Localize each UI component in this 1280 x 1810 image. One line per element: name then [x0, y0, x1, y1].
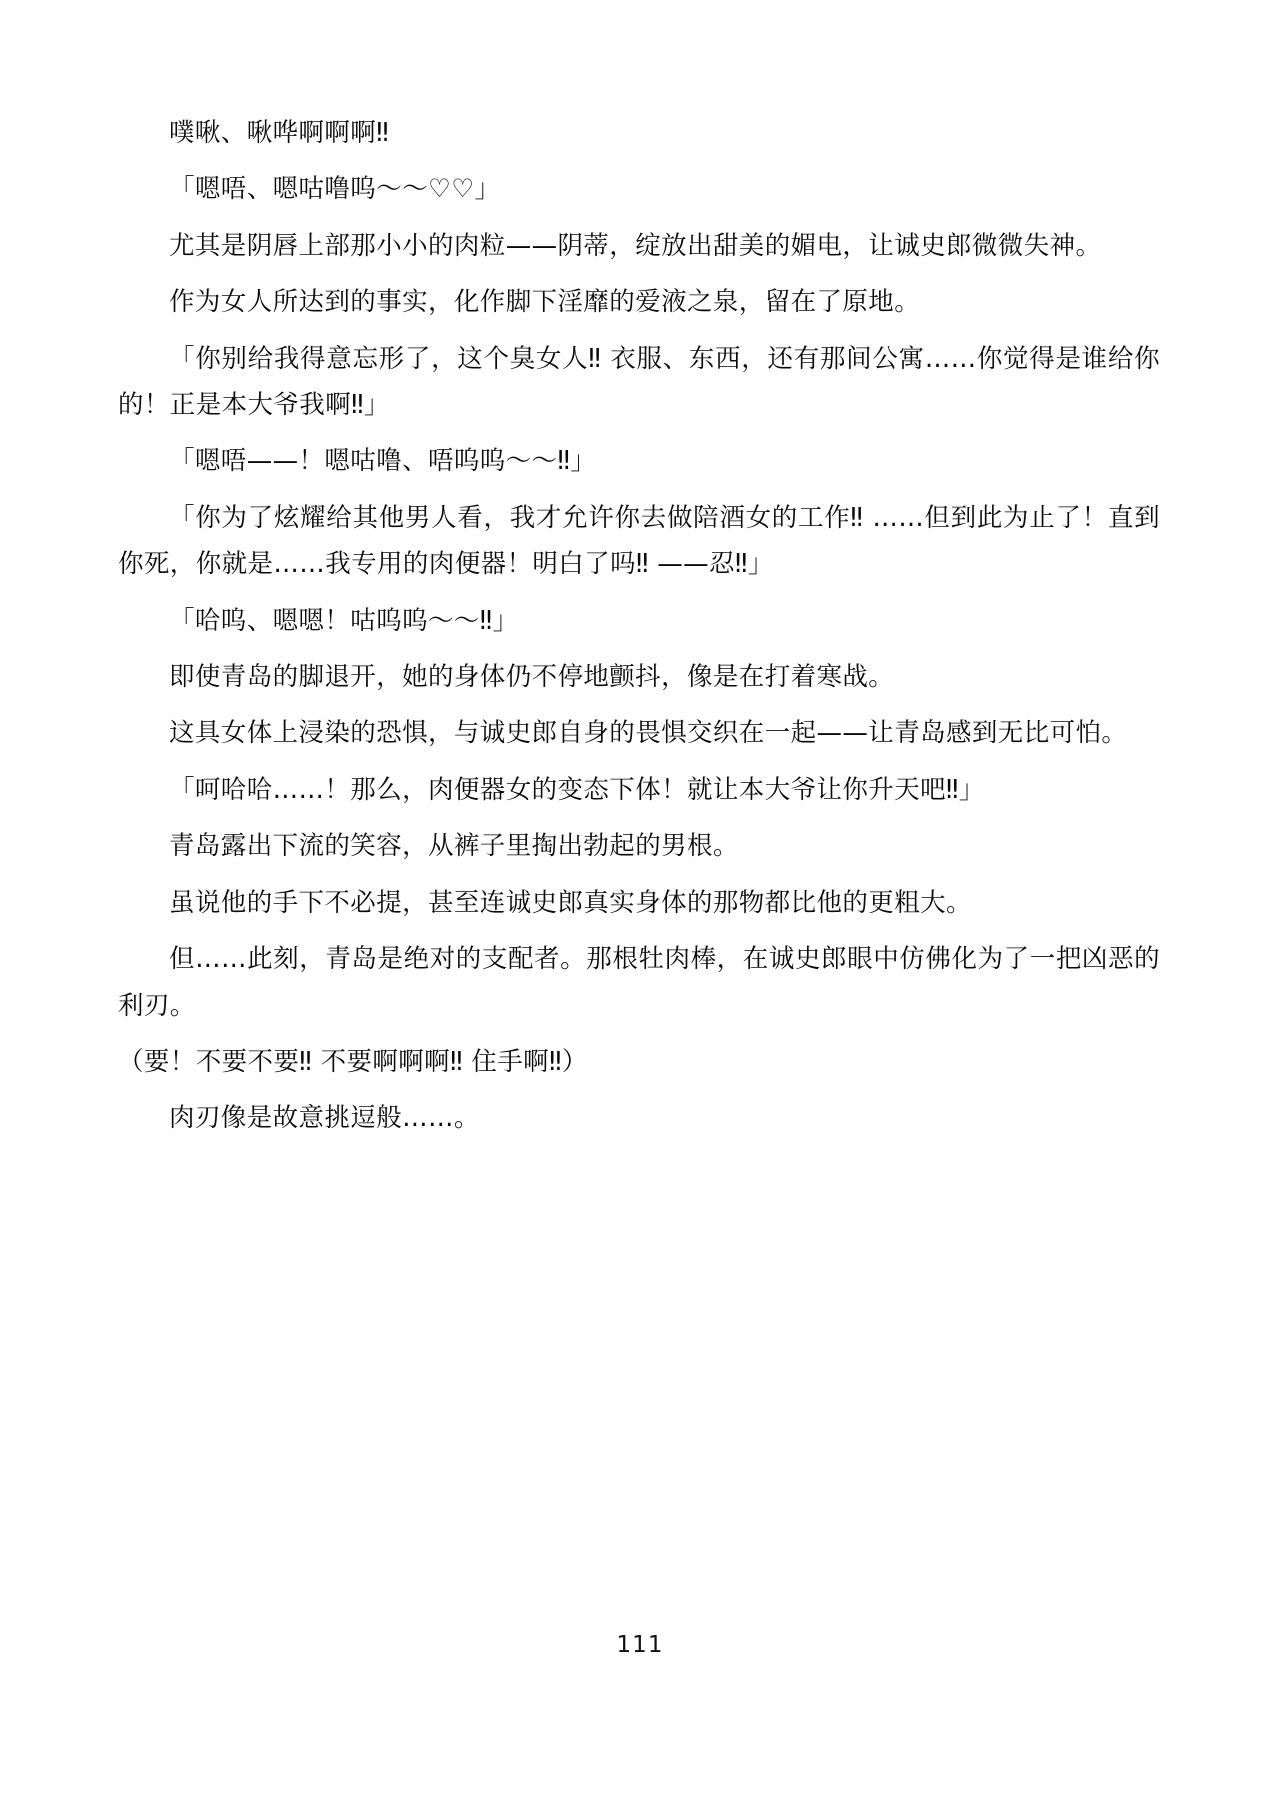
paragraph: 噗啾、啾哗啊啊啊‼ — [169, 118, 389, 148]
paragraph: 「嗯唔——！嗯咕噜、唔呜呜～～‼」 — [169, 446, 597, 477]
paragraph: 「嗯唔、嗯咕噜呜～～♡♡」 — [169, 174, 501, 205]
paragraph: 作为女人所达到的事实，化作脚下淫靡的爱液之泉，留在了原地。 — [169, 287, 921, 318]
paragraph: （要！不要不要‼ 不要啊啊啊‼ 住手啊‼） — [118, 1046, 588, 1077]
paragraph: 青岛露出下流的笑容，从裤子里掏出勃起的男根。 — [169, 831, 739, 862]
paragraph: 肉刃像是故意挑逗般……。 — [169, 1103, 480, 1134]
paragraph: 「呵哈哈……！那么，肉便器女的变态下体！就让本大爷让你升天吧‼」 — [169, 774, 985, 805]
paragraph: 「你别给我得意忘形了，这个臭女人‼ 衣服、东西，还有那间公寓……你觉得是谁给你的！正是本大爷我啊‼」 — [118, 343, 1160, 421]
paragraph: 「你为了炫耀给其他男人看，我才允许你去做陪酒女的工作‼ ……但到此为止了！直到你死，你就是……我专用的肉便器！明白了吗‼ ——忍‼」 — [118, 502, 1160, 580]
paragraph: 即使青岛的脚退开，她的身体仍不停地颤抖，像是在打着寒战。 — [169, 662, 895, 693]
paragraph: 但……此刻，青岛是绝对的支配者。那根牡肉棒，在诚史郎眼中仿佛化为了一把凶恶的利刃。 — [118, 944, 1160, 1021]
page-number: 111 — [616, 1632, 664, 1658]
page-body-text — [118, 110, 1160, 1142]
paragraph: 「哈呜、嗯嗯！咕呜呜～～‼」 — [169, 605, 519, 636]
paragraph: 这具女体上浸染的恐惧，与诚史郎自身的畏惧交织在一起——让青岛感到无比可怕。 — [169, 718, 1128, 749]
paragraph: 虽说他的手下不必提，甚至连诚史郎真实身体的那物都比他的更粗大。 — [169, 887, 972, 918]
paragraph: 尤其是阴唇上部那小小的肉粒——阴蒂，绽放出甜美的媚电，让诚史郎微微失神。 — [169, 230, 1102, 261]
